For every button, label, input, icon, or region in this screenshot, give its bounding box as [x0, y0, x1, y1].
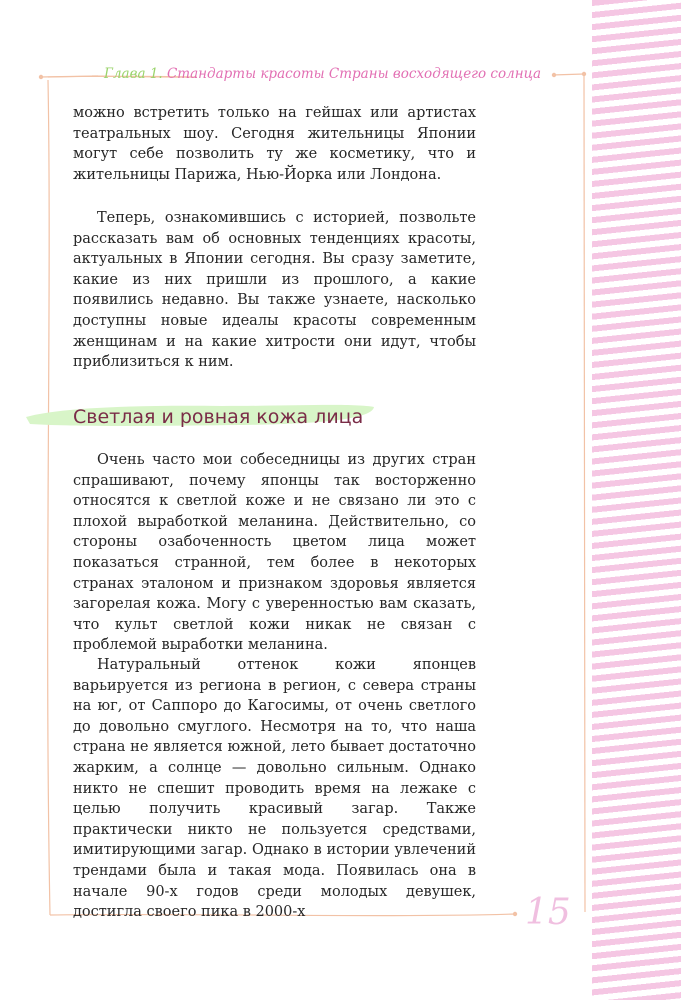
running-header [104, 66, 544, 82]
chapter-label: Глава 1. [104, 66, 163, 82]
paragraph-2: Теперь, ознакомившись с историей, позвольте рассказать вам об основных тенденциях красоты, актуальных в Японии сегодня. Вы сразу заметите, какие из них пришли из прошлого, а какие появились недавно. Вы также узнаете, насколько доступны новые идеалы красоты современным женщинам и на какие хитрости они идут, чтобы приблизиться к ним. [73, 210, 476, 371]
paragraph-1: можно встретить только на гейшах или артистах театральных шоу. Сегодня жительницы Японии могут себе позволить ту же косметику, что и жительницы Парижа, Нью-Йорка или Лондона. [73, 105, 476, 183]
page-number: 15 [525, 892, 571, 933]
paragraph-4: Натуральный оттенок кожи японцев варьируется из региона в регион, с севера страны на юг, от Саппоро до Кагосимы, от очень светлого до довольно смуглого. Несмотря на то, что наша страна не является южной, лето бывает достаточно жарким, а солнце — довольно сильным. Однако никто не спешит проводить время на лежаке с целью получить красивый загар. Также практически никто не пользуется средствами, имитирующими загар. Однако в истории увлечений трендами была и такая мода. Появилась она в начале 90-х годов среди молодых девушек, достигла своего пика в 2000-х [73, 657, 476, 921]
paragraph-3: Очень часто мои собеседницы из других стран спрашивают, почему японцы так восторженно относятся к светлой коже и не связано ли это с плохой выработкой меланина. Действительно, со стороны озабоченность цветом лица может показаться странной, тем более в некоторых странах эталоном и признаком здоровья является загорелая кожа. Могу с уверенностью вам сказать, что культ светлой кожи никак не связан с проблемой выработки меланина. [73, 452, 476, 654]
section-title: Светлая и ровная кожа лица [73, 406, 364, 428]
chapter-title: Стандарты красоты Страны восходящего солнца [166, 66, 542, 82]
